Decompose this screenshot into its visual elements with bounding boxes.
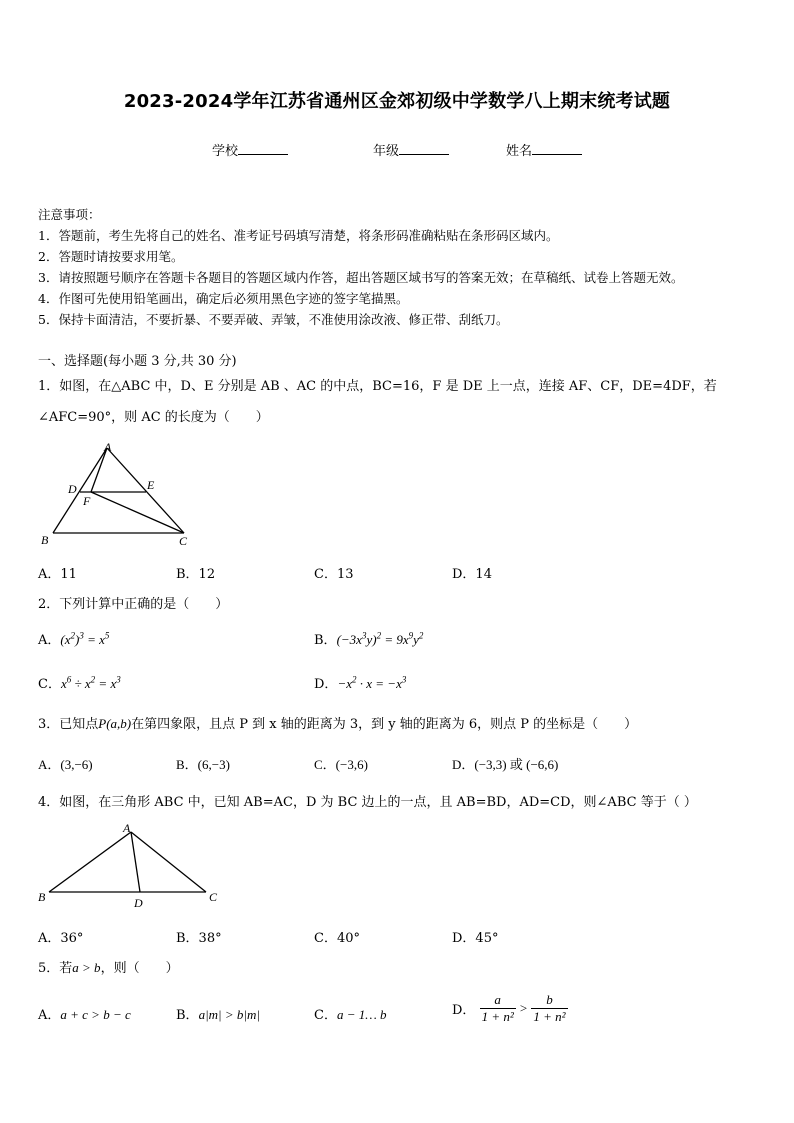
q3-stem-end: 在第四象限，且点 P 到 x 轴的距离为 3，到 y 轴的距离为 6，则点 P 的坐标是（ ） [131,717,638,732]
note-item: 5．保持卡面清洁，不要折暴、不要弄破、弄皱，不准使用涂改液、修正带、刮纸刀。 [38,312,509,327]
q1-option-a[interactable]: A．11 [38,567,77,582]
option-letter: D． [452,1003,476,1018]
q2-expression-c: $x^6 \div x^2 = x^3$ [60,674,121,691]
q5-stem [38,957,179,976]
segment-ac [107,448,184,533]
q3-stem-start: 3．已知点 [38,717,99,732]
option-letter: C． [38,677,61,692]
note-item: 2．答题时请按要求用笔。 [38,249,184,264]
q5-expression-a: a + c > b − c [60,1007,131,1022]
segment-ad [131,832,140,892]
q1-stem-line1: 1．如图，在△ABC 中，D、E 分别是 AB 、AC 的中点，BC=16，F 是 DE 上一点，连接 AF、CF，DE=4DF，若 [38,379,717,394]
grade-blank[interactable] [399,142,449,155]
q4-stem: 4．如图，在三角形 ABC 中，已知 AB=AC，D 为 BC 边上的一点，且 AB=BD，AD=CD，则∠ABC 等于（ ） [38,795,697,810]
q5-option-d[interactable] [452,992,568,1025]
fraction-denominator: 1 + n² [481,1009,514,1024]
page-title: 2023-2024学年江苏省通州区金郊初级中学数学八上期末统考试题 [123,91,671,112]
segment-ab [49,832,131,892]
option-letter: D． [314,677,338,692]
fraction-numerator: b [531,992,567,1009]
q5-option-a[interactable] [38,1004,131,1023]
name-field[interactable] [506,140,582,159]
q4-option-b[interactable]: B．38° [176,931,222,946]
q3-option-b[interactable]: B．(6,−3) [176,757,230,772]
q5-stem-end: ，则（ ） [100,961,179,976]
label-d: D [68,482,77,496]
q3-option-a[interactable]: A．(3,−6) [38,757,93,772]
grade-field[interactable] [373,140,449,159]
q1-option-b[interactable]: B．12 [176,567,216,582]
label-f: F [83,494,91,508]
label-c: C [179,534,188,548]
school-field[interactable] [212,140,288,159]
label-b: B [38,890,46,904]
name-label: 姓名 [506,144,533,159]
q2-expression-a: $(x^2)^3 = x^5$ [60,630,110,647]
notes-title: 注意事项： [38,207,101,222]
q3-stem [38,713,637,732]
q1-triangle-figure [36,438,196,550]
q3-point: P(a,b) [98,716,132,731]
q4-option-c[interactable]: C．40° [314,931,360,946]
q5-expression-b: a|m| > b|m| [198,1007,260,1022]
option-letter: B． [314,633,337,648]
segment-ab [53,448,107,533]
grade-label: 年级 [373,144,400,159]
q2-option-d[interactable] [314,673,406,692]
q1-option-d[interactable]: D．14 [452,567,492,582]
label-e: E [147,478,155,492]
q5-fraction-right [531,992,567,1025]
segment-fc [91,492,184,533]
q4-option-a[interactable]: A．36° [38,931,84,946]
q1-stem-line2: ∠AFC=90°，则 AC 的长度为（ ） [38,410,269,425]
q1-option-c[interactable]: C．13 [314,567,354,582]
note-item: 1．答题前，考生先将自己的姓名、准考证号码填写清楚，将条形码准确粘贴在条形码区域内。 [38,228,559,243]
section-heading: 一、选择题(每小题 3 分,共 30 分) [38,354,237,369]
q5-stem-start: 5．若 [38,961,73,976]
q3-option-c[interactable]: C．(−3,6) [314,757,368,772]
school-blank[interactable] [238,142,288,155]
fraction-denominator: 1 + n² [533,1009,566,1024]
option-letter: C． [314,1008,337,1023]
q4-option-d[interactable]: D．45° [452,931,499,946]
label-a: A [123,821,131,835]
label-a: A [104,440,112,454]
note-item: 4．作图可先使用铅笔画出，确定后必须用黑色字迹的签字笔描黑。 [38,291,409,306]
q5-option-c[interactable] [314,1004,387,1023]
label-d: D [134,896,143,910]
note-item: 3．请按照题号顺序在答题卡各题目的答题区域内作答，超出答题区域书写的答案无效；在草稿纸、试卷上答题无效。 [38,270,684,285]
q5-expression-c: a − 1… b [336,1007,387,1022]
label-b: B [41,533,49,547]
option-letter: A． [38,633,61,648]
q2-expression-b: $(-3x^3y)^2 = 9x^9y^2$ [336,630,424,647]
q5-relation: > [519,1000,528,1016]
q2-option-b[interactable] [314,629,423,648]
q2-expression-d: $-x^2 \cdot x = -x^3$ [337,674,407,691]
q2-option-c[interactable] [38,673,121,692]
q4-triangle-figure [36,818,226,913]
option-letter: B． [176,1008,199,1023]
q2-option-a[interactable] [38,629,109,648]
school-label: 学校 [212,144,239,159]
q5-option-b[interactable] [176,1004,260,1023]
q5-condition: a > b [72,960,101,975]
q2-stem: 2．下列计算中正确的是（ ） [38,597,229,612]
label-c: C [209,890,218,904]
q3-option-d[interactable]: D．(−3,3) 或 (−6,6) [452,757,559,772]
name-blank[interactable] [532,142,582,155]
fraction-numerator: a [480,992,516,1009]
option-letter: A． [38,1008,61,1023]
segment-ac [131,832,206,892]
q5-fraction-left [480,992,516,1025]
